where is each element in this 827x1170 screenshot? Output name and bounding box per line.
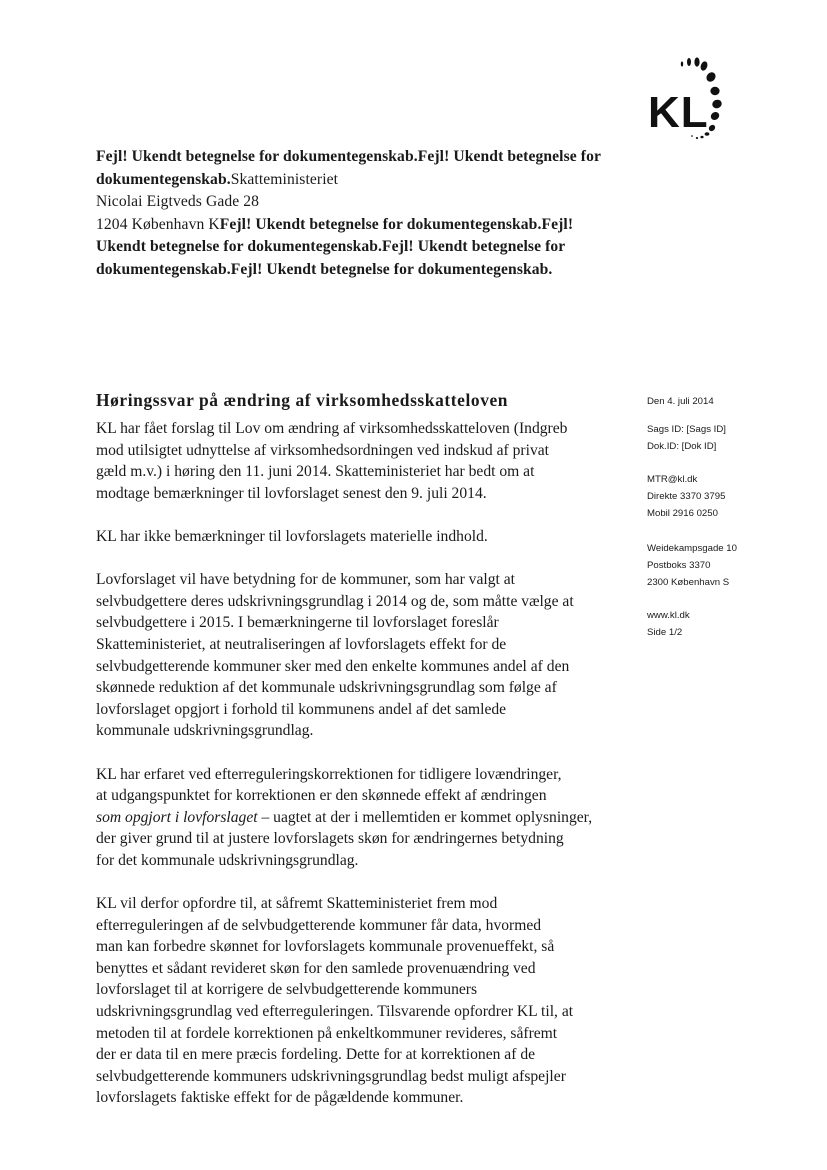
- contact-mobile-phone: Mobil 2916 0250: [647, 508, 718, 519]
- sender-street: Weidekampsgade 10: [647, 543, 737, 554]
- text-line: for det kommunale udskrivningsgrundlag.: [96, 851, 359, 869]
- sender-city: 2300 København S: [647, 577, 730, 588]
- text-line: KL vil derfor opfordre til, at såfremt Skatteministeriet frem mod: [96, 895, 498, 913]
- text-line: lovforslaget opgjort i forhold til kommunens andel af det samlede: [96, 700, 507, 718]
- recipient-ministry: Skatteministeriet: [230, 170, 339, 188]
- address-line-5: Ukendt betegnelse for dokumentegenskab.Fejl! Ukendt betegnelse for: [96, 238, 566, 255]
- italic-phrase: som opgjort i lovforslaget: [96, 808, 258, 826]
- paragraph-3: [96, 569, 616, 742]
- contact-email[interactable]: MTR@kl.dk: [647, 474, 698, 485]
- text-line: mod utilsigtet udnyttelse af virksomhedsordningen ved indskud af privat: [96, 441, 550, 459]
- letter-body: [96, 418, 616, 1131]
- recipient-address: [96, 146, 676, 281]
- text-line: selvbudgettere i 2015. I bemærkningerne til lovforslaget foreslår: [96, 614, 499, 632]
- text-line: Skatteministeriet, at neutraliseringen af lovforslagets effekt for de: [96, 635, 507, 653]
- website-link[interactable]: www.kl.dk: [647, 610, 690, 621]
- sender-postbox: Postboks 3370: [647, 560, 711, 571]
- text-line: selvbudgettere deres udskrivningsgrundlag i 2014 og de, som måtte vælge at: [96, 592, 574, 610]
- paragraph-2: [96, 526, 616, 548]
- text-line: KL har ikke bemærkninger til lovforslagets materielle indhold.: [96, 527, 488, 545]
- text-line: metoden til at fordele korrektionen på enkeltkommuner revideres, såfremt: [96, 1024, 558, 1042]
- recipient-postcode-city: 1204 København K: [96, 215, 220, 233]
- kl-logo: [640, 50, 750, 150]
- text-line: kommunale udskrivningsgrundlag.: [96, 722, 314, 740]
- text-line: udskrivningsgrundlag ved efterreguleringen. Tilsvarende opfordrer KL til, at: [96, 1003, 574, 1021]
- address-line-2-bold: dokumentegenskab.: [96, 170, 231, 188]
- text-line: lovforslagets faktiske effekt for de pågældende kommuner.: [96, 1089, 464, 1107]
- text-line: modtage bemærkninger til lovforslaget senest den 9. juli 2014.: [96, 484, 487, 502]
- text-fragment: – uagtet at der i mellemtiden er kommet oplysninger,: [257, 808, 593, 826]
- text-line: at udgangspunktet for korrektionen er den skønnede effekt af ændringen: [96, 787, 547, 805]
- text-line: selvbudgetterende kommuners udskrivningsgrundlag bedst muligt afspejler: [96, 1067, 566, 1085]
- text-line: benyttes et sådant revideret skøn for den samlede provenuændring ved: [96, 959, 536, 977]
- text-line: lovforslaget til at korrigere de selvbudgetterende kommuners: [96, 981, 478, 999]
- text-line: Lovforslaget vil have betydning for de kommuner, som har valgt at: [96, 571, 515, 589]
- dok-id: Dok.ID: [Dok ID]: [647, 441, 717, 452]
- text-line: der er data til en mere præcis fordeling. Dette for at korrektionen af de: [96, 1046, 536, 1064]
- text-line: man kan forbedre skønnet for lovforslagets kommunale provenueffekt, så: [96, 938, 555, 956]
- kl-logo-text: KL: [648, 88, 709, 137]
- text-line: KL har erfaret ved efterreguleringskorrektionen for tidligere lovændringer,: [96, 765, 562, 783]
- sags-id: Sags ID: [Sags ID]: [647, 424, 726, 435]
- contact-direct-phone: Direkte 3370 3795: [647, 491, 726, 502]
- text-line: efterreguleringen af de selvbudgetterende kommuner får data, hvormed: [96, 916, 542, 934]
- text-line: gæld m.v.) i høring den 11. juni 2014. Skatteministeriet har bedt om at: [96, 463, 535, 481]
- paragraph-1: [96, 418, 616, 504]
- text-line: skønnede reduktion af det kommunale udskrivningsgrundlag som følge af: [96, 679, 557, 697]
- address-line-4-bold: Fejl! Ukendt betegnelse for dokumentegenskab.Fejl!: [219, 215, 574, 233]
- paragraph-5: [96, 893, 616, 1109]
- letter-date: Den 4. juli 2014: [647, 396, 714, 407]
- address-line-6: dokumentegenskab.Fejl! Ukendt betegnelse for dokumentegenskab.: [96, 260, 553, 278]
- recipient-street: Nicolai Eigtveds Gade 28: [96, 193, 260, 210]
- page-number: Side 1/2: [647, 627, 683, 638]
- address-line-1: Fejl! Ukendt betegnelse for dokumentegenskab.Fejl! Ukendt betegnelse for: [96, 148, 601, 165]
- text-line: [96, 807, 616, 829]
- text-line: selvbudgetterende kommuner sker med den enkelte kommunes andel af den: [96, 657, 570, 675]
- text-line: KL har fået forslag til Lov om ændring af virksomhedsskatteloven (Indgreb: [96, 420, 568, 437]
- letter-title: Høringssvar på ændring af virksomhedsskatteloven: [96, 390, 509, 410]
- text-line: der giver grund til at justere lovforslagets skøn for ændringernes betydning: [96, 830, 564, 848]
- paragraph-4: [96, 764, 616, 872]
